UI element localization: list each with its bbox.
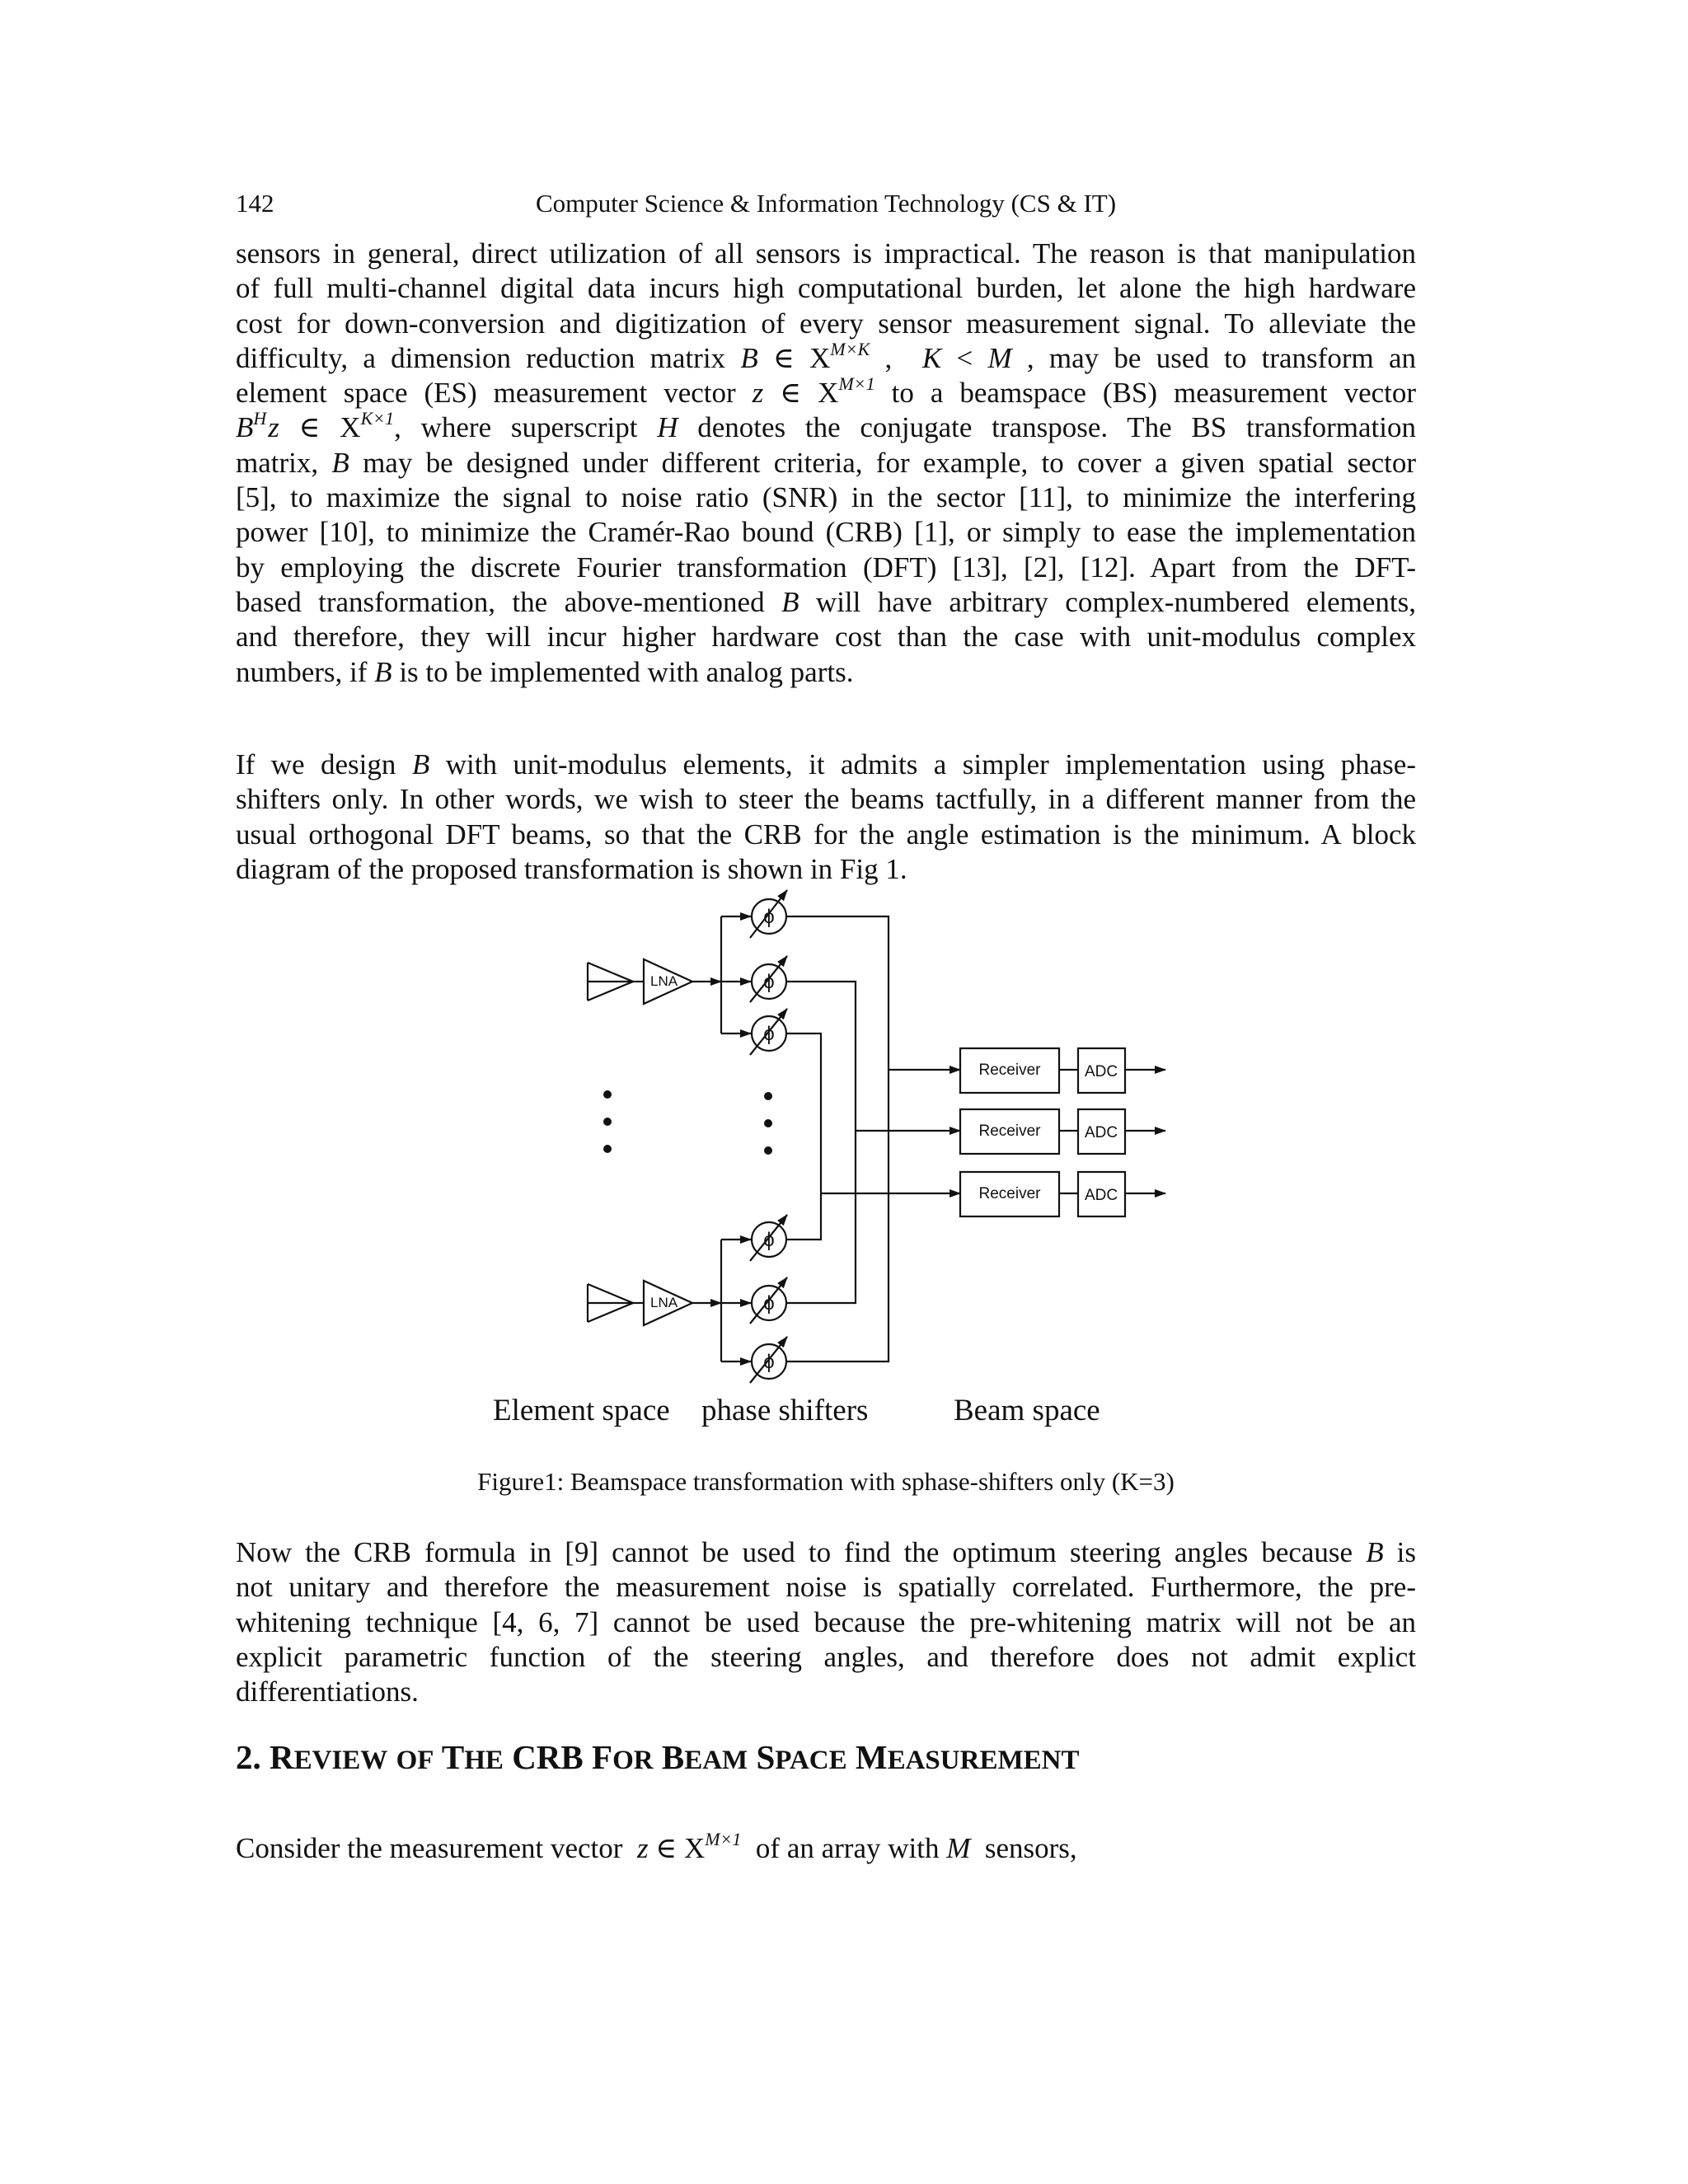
text-line: sensors in general, direct utilization of all sensors is impractical. The reason is that manipulation (236, 237, 1416, 269)
antenna-icon (588, 1284, 633, 1322)
text-line-with-math: Now the CRB formula in [9] cannot be used to find the optimum steering angles because B is (236, 1536, 1417, 1568)
text-line: power [10], to minimize the Cramér-Rao bound (CRB) [1], or simply to ease the implementation (236, 516, 1416, 549)
text-line: whitening technique [4, 6, 7] cannot be used because the pre-whitening matrix will not be an (236, 1605, 1416, 1638)
antenna-icon (588, 963, 633, 1001)
paragraph-4: Consider the measurement vector z ∈ $X^{M\times 1}$ of an array with M sensors, (236, 1829, 1077, 1864)
phase-symbol: ϕ (763, 1351, 775, 1373)
math-expression: $B^Hz$ ∈ $X^{K\times 1}$, where superscript (236, 408, 638, 444)
text-line: cost for down-conversion and digitization of every sensor measurement signal. To alleviate the (236, 307, 1416, 340)
text-line-with-math: difficulty, a dimension reduction matrix B ∈ $X^{M\times K}$ , K < M , may be used to transform an (236, 338, 1417, 374)
phase-symbol: ϕ (763, 1229, 775, 1251)
text-line: numbers, if B is to be implemented with analog parts. (236, 655, 854, 688)
phase-symbol: ϕ (763, 906, 775, 928)
text-line-with-math: based transformation, the above-mentioned B will have arbitrary complex-numbered elements, (236, 585, 1417, 618)
adc-label: ADC (1084, 1187, 1118, 1204)
text-line: differentiations. (236, 1675, 419, 1708)
section-heading: 2. REVIEW OF THE CRB FOR BEAM SPACE MEASUREMENT (236, 1738, 1080, 1776)
text-line: explicit parametric function of the steering angles, and therefore does not admit explict (236, 1640, 1416, 1673)
adc-label: ADC (1084, 1124, 1118, 1141)
figure-label-element-space: Element space (493, 1394, 670, 1427)
receiver-label: Receiver (978, 1185, 1041, 1202)
ellipsis-dots (603, 1090, 772, 1155)
text-line: diagram of the proposed transformation is shown in Fig 1. (236, 852, 907, 885)
phase-symbol: ϕ (763, 1023, 775, 1045)
text-line: of full multi-channel digital data incurs high computational burden, let alone the high hardware (236, 272, 1416, 305)
phase-symbol: ϕ (763, 971, 775, 993)
figure-caption: Figure1: Beamspace transformation with sphase-shifters only (K=3) (477, 1467, 1175, 1496)
text-line-with-math: $B^Hz$ ∈ $X^{K\times 1}$, where superscript H denotes the conjugate transpose. The BS transformation (236, 408, 1417, 444)
figure-label-beam-space: Beam space (954, 1394, 1100, 1427)
figure-label-phase-shifters: phase shifters (701, 1394, 869, 1427)
text-line: shifters only. In other words, we wish to steer the beams tactfully, in a different manner from the (236, 783, 1416, 816)
adc-label: ADC (1084, 1063, 1118, 1080)
text-line-with-math: matrix, B may be designed under different criteria, for example, to cover a given spatial sector (236, 446, 1417, 479)
text-line: and therefore, they will incur higher hardware cost than the case with unit-modulus complex (236, 621, 1416, 654)
text-line-with-math: element space (ES) measurement vector z ∈ $X^{M\times 1}$ to a beamspace (BS) measurement vector (236, 373, 1417, 410)
text-line: by employing the discrete Fourier transformation (DFT) [13], [2], [12]. Apart from the DFT- (236, 551, 1416, 583)
math-expression: z ∈ $X^{M\times 1}$ (636, 1829, 742, 1864)
math-expression: z ∈ $X^{M\times 1}$ (752, 373, 875, 410)
text-line: not unitary and therefore the measurement noise is spatially correlated. Furthermore, the pre- (236, 1571, 1416, 1604)
receiver-label: Receiver (978, 1062, 1041, 1079)
lna-label: LNA (650, 973, 678, 989)
text-line: usual orthogonal DFT beams, so that the CRB for the angle estimation is the minimum. A block (236, 818, 1416, 851)
page-number: 142 (236, 189, 274, 218)
receiver-label: Receiver (978, 1122, 1041, 1140)
phase-symbol: ϕ (763, 1292, 775, 1315)
text-line: [5], to maximize the signal to noise ratio (SNR) in the sector [11], to minimize the interfering (236, 481, 1416, 514)
math-expression: B ∈ $X^{M\times K}$ , K < M (740, 338, 1012, 374)
journal-title: Computer Science & Information Technology (CS & IT) (535, 189, 1117, 218)
lna-label: LNA (650, 1295, 678, 1310)
text-line-with-math: If we design B with unit-modulus elements, it admits a simpler implementation using phase- (236, 748, 1416, 780)
paragraph-3 (236, 1535, 1416, 1709)
